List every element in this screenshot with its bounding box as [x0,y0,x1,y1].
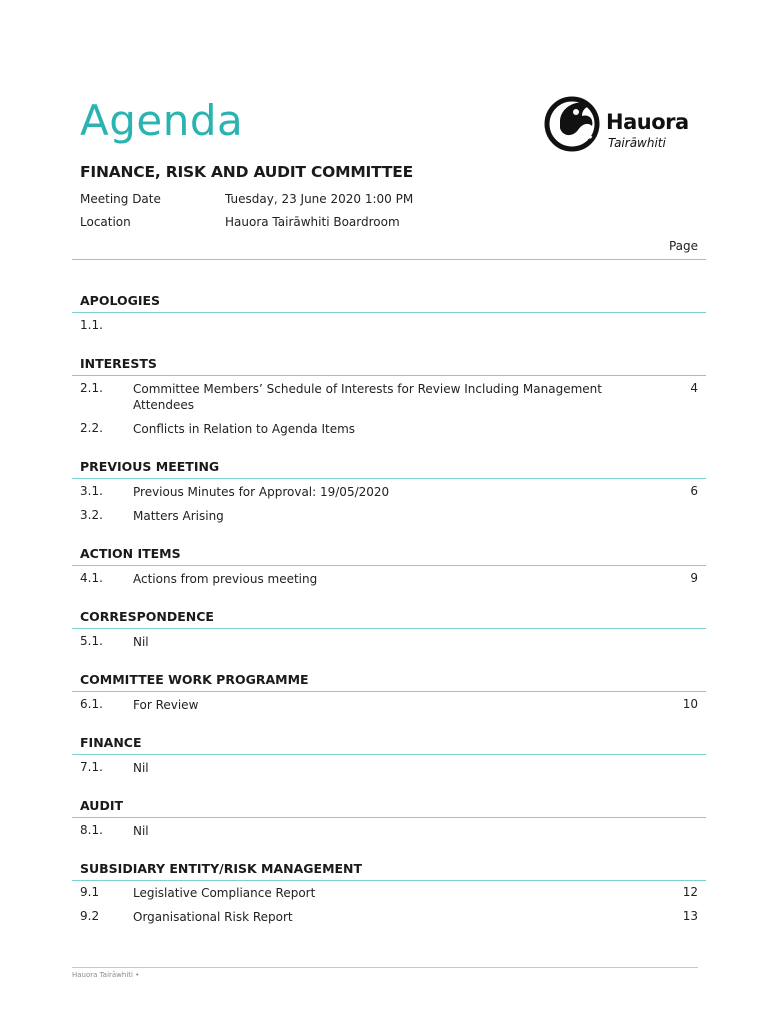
section-divider [72,565,706,566]
footer-divider [72,967,698,968]
section-divider [72,817,706,818]
item-number: 1.1. [80,318,103,332]
section-heading: FINANCE [80,735,142,750]
committee-name: FINANCE, RISK AND AUDIT COMMITTEE [80,163,413,181]
section-divider [72,880,706,881]
section-heading: AUDIT [80,798,123,813]
item-number: 4.1. [80,571,103,585]
item-title: Nil [133,761,149,775]
item-number: 3.1. [80,484,103,498]
item-number: 3.2. [80,508,103,522]
item-title: Previous Minutes for Approval: 19/05/2020 [133,485,390,499]
item-page: 12 [682,885,698,899]
item-page: 4 [690,381,698,395]
footer-text: Hauora Tairāwhiti • [72,971,140,979]
page-column-header: Page [668,239,698,253]
item-title: Actions from previous meeting [133,572,318,586]
header-divider [72,259,706,260]
section-heading: CORRESPONDENCE [80,609,214,624]
hauora-logo [542,90,712,160]
logo-name: Hauora [606,110,689,134]
section-divider [72,478,706,479]
item-title: Nil [133,635,149,649]
item-page: 9 [690,571,698,585]
item-page: 6 [690,484,698,498]
item-title: Conflicts in Relation to Agenda Items [133,422,356,436]
section-divider [72,691,706,692]
section-divider [72,754,706,755]
item-number: 2.1. [80,381,103,395]
section-heading: PREVIOUS MEETING [80,459,220,474]
item-title: Legislative Compliance Report [133,886,316,900]
section-heading: INTERESTS [80,356,157,371]
item-number: 7.1. [80,760,103,774]
meeting-date-value: Tuesday, 23 June 2020 1:00 PM [225,192,414,206]
item-page: 13 [682,909,698,923]
meeting-date-label: Meeting Date [80,192,161,206]
logo-subtitle: Tairāwhiti [608,136,666,150]
item-page: 10 [682,697,698,711]
item-number: 8.1. [80,823,103,837]
location-value: Hauora Tairāwhiti Boardroom [225,215,400,229]
item-title: Committee Members’ Schedule of Interests for Review Including Management Attendees [133,382,602,412]
item-title: Nil [133,824,149,838]
page-title: Agenda [80,96,244,145]
section-divider [72,312,706,313]
section-heading: SUBSIDIARY ENTITY/RISK MANAGEMENT [80,861,363,876]
item-number: 9.1 [80,885,100,899]
section-divider [72,628,706,629]
item-title: Organisational Risk Report [133,910,293,924]
item-number: 2.2. [80,421,103,435]
item-number: 6.1. [80,697,103,711]
section-heading: COMMITTEE WORK PROGRAMME [80,672,309,687]
item-title: Matters Arising [133,509,224,523]
item-number: 5.1. [80,634,103,648]
section-divider [72,375,706,376]
section-heading: ACTION ITEMS [80,546,181,561]
section-heading: APOLOGIES [80,293,161,308]
item-title: For Review [133,698,199,712]
koru-bird-icon [542,90,606,154]
location-label: Location [80,215,131,229]
item-number: 9.2 [80,909,100,923]
